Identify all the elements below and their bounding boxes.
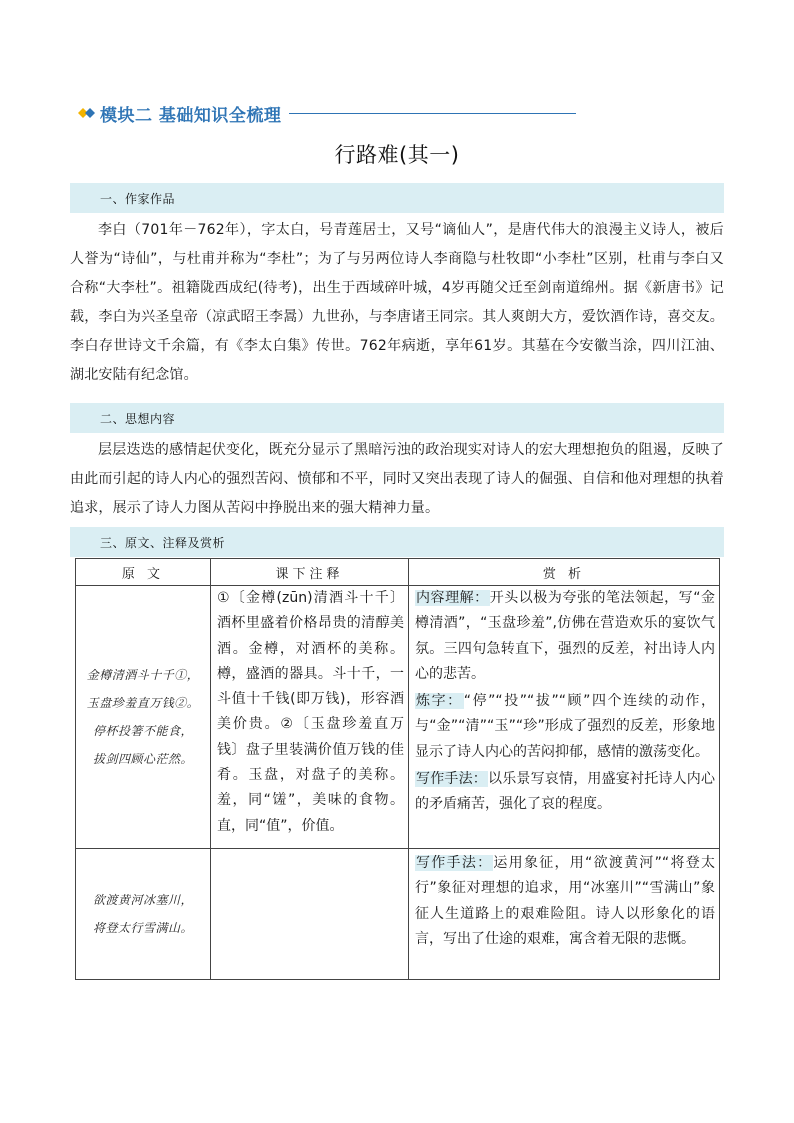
poem-line: 拔剑四顾心茫然。 [92,752,193,766]
analysis-block [409,586,719,689]
notes-text: ①〔金樽(zūn)清酒斗十千〕酒杯里盛着价格昂贵的清醇美酒。金樽，对酒杯的美称。樽，盛酒的器具。斗十千，一斗值十千钱(即万钱)，形容酒美价贵。②〔玉盘珍羞直万钱〕盘子里装满价值万钱的佳肴。玉盘，对盘子的美称。羞，同“馐”，美味的食物。直，同“值”，价值。 [217,590,404,834]
column-header-analysis: 赏 析 [409,559,720,586]
table-row [76,849,720,980]
section-label: 一、作家作品 [100,192,176,206]
table-row [76,586,720,849]
theme-paragraph: 层层迭迭的感情起伏变化，既充分显示了黑暗污浊的政治现实对诗人的宏大理想抱负的阻遏，反映了由此而引起的诗人内心的强烈苦闷、愤郁和不平，同时又突出表现了诗人的倔强、自信和他对理想的执着追求，展示了诗人力图从苦闷中挣脱出来的强大精神力量。 [70,442,724,516]
column-header-original: 原 文 [76,559,211,586]
column-header-notes: 课下注释 [211,559,409,586]
notes-cell [211,849,409,980]
section-label: 二、思想内容 [100,412,176,426]
analysis-tag: 写作手法： [416,855,493,871]
original-text-cell [76,586,211,849]
section-bar-author [70,183,724,213]
analysis-block [409,689,719,767]
analysis-cell [409,586,720,849]
module-header [76,101,576,125]
original-text-cell [76,849,211,980]
page-title: 行路难(其一) [334,143,460,167]
poem-table [75,558,720,980]
notes-text [211,849,408,851]
notes-cell [211,586,409,849]
analysis-text: “停”“投”“拔”“顾”四个连续的动作，与“金”“清”“玉”“珍”形成了强烈的反差，形象地显示了诗人内心的苦闷抑郁，感情的激荡变化。 [415,693,715,760]
analysis-block [409,767,719,820]
section-bar-text [70,527,724,557]
analysis-block [409,849,719,954]
author-paragraph: 李白（701年－762年），字太白，号青莲居士，又号“谪仙人”，是唐代伟大的浪漫主义诗人，被后人誉为“诗仙”，与杜甫并称为“李杜”；为了与另两位诗人李商隐与杜牧即“小李杜”区别，杜甫与李白又合称“大李杜”。祖籍陇西成纪(待考)，出生于西域碎叶城，4岁再随父迁至剑南道绵州。据《新唐书》记载，李白为兴圣皇帝（凉武昭王李暠）九世孙，与李唐诸王同宗。其人爽朗大方，爱饮酒作诗，喜交友。李白存世诗文千余篇，有《李太白集》传世。762年病逝，享年61岁。其墓在今安徽当涂，四川江油、湖北安陆有纪念馆。 [70,222,724,383]
analysis-text: 以乐景写哀情，用盛宴衬托诗人内心的矛盾痛苦，强化了哀的程度。 [415,771,715,813]
analysis-text: 运用象征，用“欲渡黄河”“将登太行”象征对理想的追求，用“冰塞川”“雪满山”象征人生道路上的艰难险阻。诗人以形象化的语言，写出了仕途的艰难，寓含着无限的悲慨。 [415,855,716,947]
section-label: 三、原文、注释及赏析 [100,536,226,550]
analysis-text: 开头以极为夸张的笔法领起，写“金樽清酒”，“玉盘珍羞”,仿佛在营造欢乐的宴饮气氛。三四句急转直下，强烈的反差，衬出诗人内心的悲苦。 [415,590,715,682]
analysis-cell [409,849,720,980]
section-bar-theme [70,403,724,433]
analysis-tag: 内容理解： [416,590,489,606]
poem-line: 金樽清酒斗十千①， [86,668,200,682]
analysis-tag: 写作手法： [416,771,487,788]
poem-line: 欲渡黄河冰塞川， [92,893,193,907]
module-title: 模块二 基础知识全梳理 [100,105,282,126]
table-header-row [76,559,720,586]
poem-line: 停杯投箸不能食， [92,724,193,738]
poem-line: 将登太行雪满山。 [92,921,193,935]
poem-line: 玉盘珍羞直万钱②。 [86,696,200,710]
analysis-tag: 炼字： [416,693,463,710]
double-diamond-icon [76,104,98,122]
module-divider [289,113,576,114]
